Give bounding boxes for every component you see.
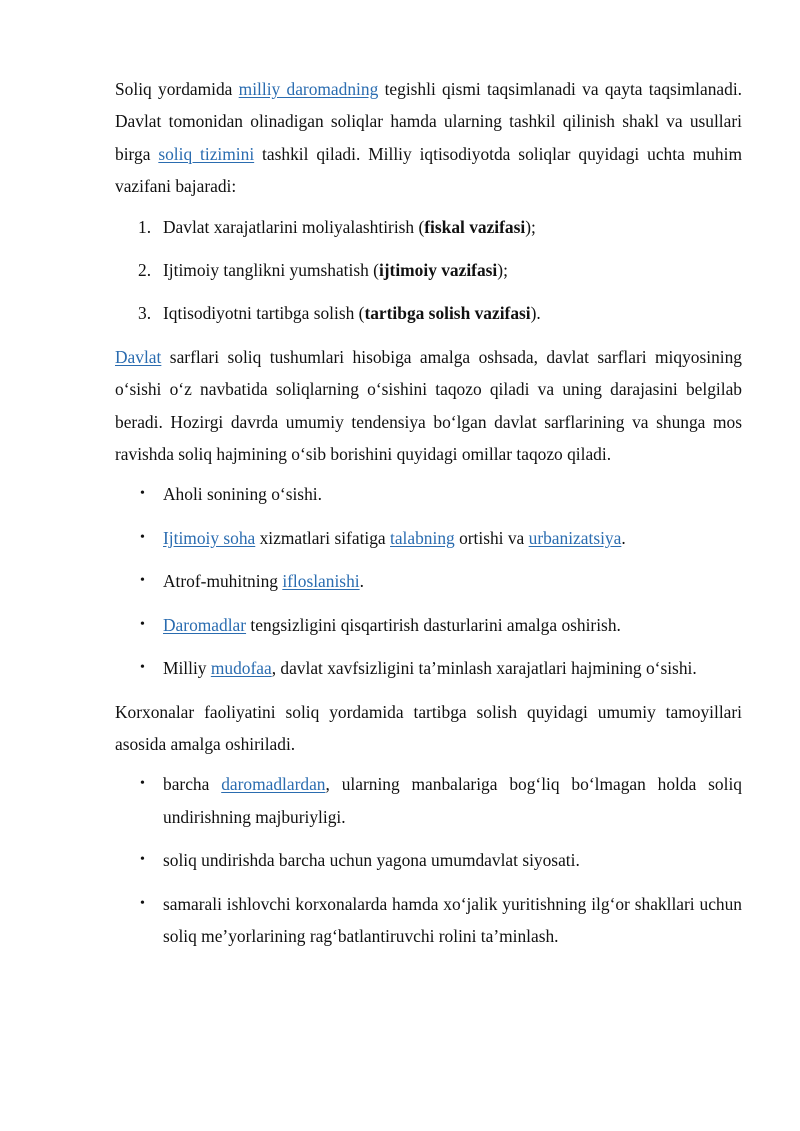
functions-list bbox=[115, 211, 742, 330]
bullet-icon: • bbox=[140, 486, 145, 502]
link-daromadlardan[interactable]: daromadlardan bbox=[221, 774, 326, 795]
list-item bbox=[115, 522, 742, 554]
text-span: . bbox=[359, 571, 364, 592]
link-davlat[interactable]: Davlat bbox=[115, 346, 162, 367]
list-item bbox=[115, 888, 742, 953]
principles-list bbox=[115, 768, 742, 952]
text-span: tengsizligini qisqartirish dasturlarini amalga oshirish. bbox=[246, 614, 621, 635]
bold-term: tartibga solish vazifasi bbox=[364, 303, 531, 324]
text-span: sarflari soliq tushumlari hisobiga amalga oshsada, davlat sarflari miqyosining oʻsishi oʻz navbatida soliqlarning oʻsishini taqozo qiladi va uning darajasini belgilab beradi. Hozirgi davrda umumiy tendensiya boʻlgan davlat sarflarining va shunga mos ravishda soliq hajmining oʻsib borishini quyidagi omillar taqozo qiladi. bbox=[115, 346, 742, 465]
text-span: samarali ishlovchi korxonalarda hamda xoʻjalik yuritishning ilgʻor shakllari uchun soliq me’yorlarining ragʻbatlantiruvchi rolini ta’minlash. bbox=[163, 893, 742, 946]
list-item bbox=[115, 768, 742, 833]
text-span: barcha bbox=[163, 774, 222, 795]
text-span: , ularning manbalariga bogʻliq boʻlmagan holda soliq undirishning majburiyligi. bbox=[163, 774, 742, 827]
text-span: Atrof-muhitning bbox=[163, 571, 283, 592]
list-number: 2. bbox=[138, 260, 152, 281]
bullet-icon: • bbox=[140, 776, 145, 792]
bullet-icon: • bbox=[140, 852, 145, 868]
bullet-icon: • bbox=[140, 529, 145, 545]
text-span: ortishi va bbox=[454, 527, 529, 548]
link-urbanizatsiya[interactable]: urbanizatsiya bbox=[528, 527, 622, 548]
list-item bbox=[115, 844, 742, 876]
bullet-icon: • bbox=[140, 573, 145, 589]
text-span: . bbox=[621, 527, 626, 548]
list-number: 1. bbox=[138, 216, 152, 237]
document-body bbox=[115, 73, 742, 963]
factors-list bbox=[115, 478, 742, 684]
link-mudofaa[interactable]: mudofaa bbox=[210, 658, 272, 679]
list-item bbox=[115, 609, 742, 641]
text-span: Iqtisodiyotni tartibga solish ( bbox=[163, 303, 365, 324]
text-span: Soliq yordamida bbox=[115, 79, 239, 99]
link-talabning[interactable]: talabning bbox=[390, 527, 455, 548]
text-span: Aholi sonining oʻsishi. bbox=[163, 484, 322, 505]
list-item bbox=[115, 478, 742, 510]
text-span: Davlat xarajatlarini moliyalashtirish ( bbox=[163, 216, 425, 237]
link-ijtimoiy-soha[interactable]: Ijtimoiy soha bbox=[163, 527, 256, 548]
paragraph-davlat bbox=[115, 341, 742, 471]
list-number: 3. bbox=[138, 303, 152, 324]
text-span: tegishli qismi taqsimlanadi va qayta taqsimlanadi. Davlat tomonidan olinadigan soliqlar hamda ularning tashkil qilinish shakl va usullari birga bbox=[115, 79, 743, 164]
link-soliq-tizimi[interactable]: soliq tizimini bbox=[158, 143, 255, 164]
text-span: ); bbox=[497, 260, 508, 281]
list-item bbox=[115, 254, 742, 286]
paragraph-intro bbox=[115, 73, 742, 203]
link-milliy-daromad[interactable]: milliy daromadning bbox=[238, 79, 379, 99]
list-item bbox=[115, 652, 742, 684]
text-span: Ijtimoiy tanglikni yumshatish ( bbox=[163, 260, 379, 281]
bold-term: ijtimoiy vazifasi bbox=[378, 260, 498, 281]
list-item bbox=[115, 297, 742, 329]
text-span: xizmatlari sifatiga bbox=[255, 527, 390, 548]
text-span: ); bbox=[525, 216, 536, 237]
bullet-icon: • bbox=[140, 616, 145, 632]
list-item bbox=[115, 565, 742, 597]
text-span: soliq undirishda barcha uchun yagona umumdavlat siyosati. bbox=[163, 850, 580, 871]
bullet-icon: • bbox=[140, 660, 145, 676]
text-span: ). bbox=[530, 303, 541, 324]
bold-term: fiskal vazifasi bbox=[424, 216, 526, 237]
paragraph-korxonalar: Korxonalar faoliyatini soliq yordamida tartibga solish quyidagi umumiy tamoyillari asosida amalga oshiriladi. bbox=[115, 701, 742, 754]
bullet-icon: • bbox=[140, 895, 145, 911]
list-item bbox=[115, 211, 742, 243]
text-span: tashkil qiladi. Milliy iqtisodiyotda soliqlar quyidagi uchta muhim vazifani bajaradi: bbox=[115, 143, 742, 197]
text-span: , davlat xavfsizligini ta’minlash xarajatlari hajmining oʻsishi. bbox=[271, 658, 697, 679]
link-daromadlar[interactable]: Daromadlar bbox=[163, 614, 247, 635]
link-ifloslanishi[interactable]: ifloslanishi bbox=[282, 571, 360, 592]
text-span: Milliy bbox=[163, 658, 211, 679]
